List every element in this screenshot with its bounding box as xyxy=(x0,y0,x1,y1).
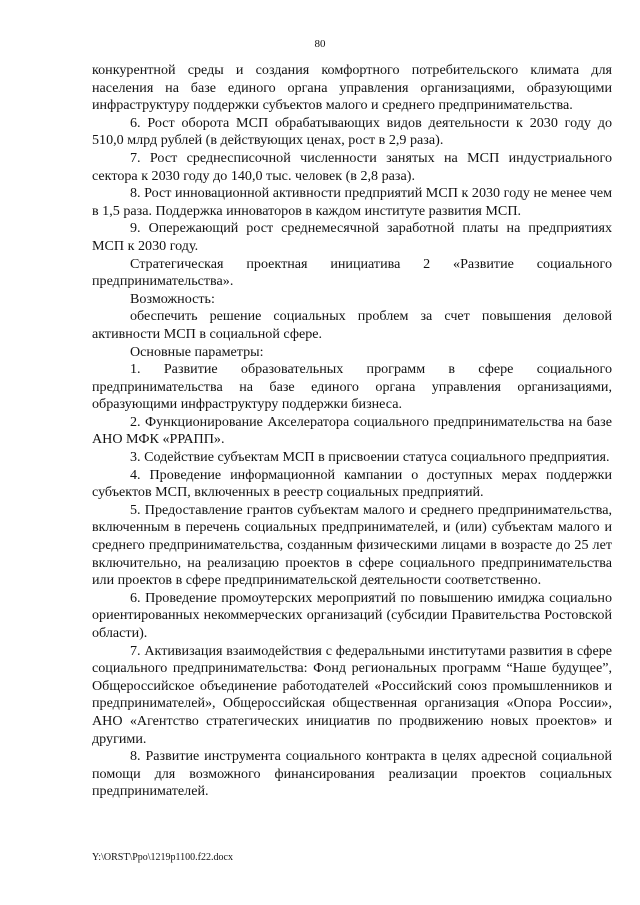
paragraph: 8. Рост инновационной активности предприятий МСП к 2030 году не менее чем в 1,5 раза. Поддержка инноваторов в каждом институте развития МСП. xyxy=(92,185,612,219)
paragraph: 1. Развитие образовательных программ в сфере социального предпринимательства на базе единого органа управления организациями, образующими инфраструктуру поддержки бизнеса. xyxy=(92,361,612,413)
paragraph: 3. Содействие субъектам МСП в присвоении статуса социального предприятия. xyxy=(130,449,610,466)
paragraph: 7. Рост среднесписочной численности занятых на МСП индустриального сектора к 2030 году до 140,0 тыс. человек (в 2,8 раза). xyxy=(92,149,612,184)
paragraph: 9. Опережающий рост среднемесячной заработной платы на предприятиях МСП к 2030 году. xyxy=(92,220,612,254)
document-body xyxy=(92,62,612,801)
paragraph: Стратегическая проектная инициатива 2 «Развитие социального предпринимательства». xyxy=(92,255,612,290)
paragraph: Возможность: xyxy=(130,290,215,307)
paragraph: 7. Активизация взаимодействия с федеральными институтами развития в сфере социального предпринимательства: Фонд региональных программ “Наше будущее”, Общероссийское объединение работодателей «Российский союз промышленников и предпринимателей», Общероссийская общественная организация «Опора России», АНО «Агентство стратегических инициатив по продвижению новых проектов» и другими. xyxy=(92,642,612,747)
page-number: 80 xyxy=(314,38,326,50)
paragraph: 6. Рост оборота МСП обрабатывающих видов деятельности к 2030 году до 510,0 млрд рублей (в действующих ценах, рост в 2,9 раза). xyxy=(92,114,612,149)
paragraph: Основные параметры: xyxy=(130,343,264,360)
paragraph: 5. Предоставление грантов субъектам малого и среднего предпринимательства, включенным в перечень социальных предпринимателей, и (или) субъектам малого и среднего предпринимательства, созданным физическими лицами в возрасте до 25 лет включительно, на реализацию проектов в сфере социального предпринимательства или проектов в сфере предпринимательской деятельности соответственно. xyxy=(92,501,612,589)
paragraph: 2. Функционирование Акселератора социального предпринимательства на базе АНО МФК «РРАПП». xyxy=(92,413,612,448)
paragraph: 8. Развитие инструмента социального контракта в целях адресной социальной помощи для возможного финансирования реализации проектов социальных предпринимателей. xyxy=(92,748,612,800)
paragraph: обеспечить решение социальных проблем за счет повышения деловой активности МСП в социальной сфере. xyxy=(92,308,612,342)
paragraph: конкурентной среды и создания комфортного потребительского климата для населения на базе единого органа управления организациями, образующими инфраструктуру поддержки субъектов малого и среднего предпринимательства. xyxy=(92,62,612,114)
footer-file-path: Y:\ORST\Ppo\1219p1100.f22.docx xyxy=(92,852,233,863)
paragraph: 6. Проведение промоутерских мероприятий по повышению имиджа социально ориентированных некоммерческих организаций (субсидии Правительства Ростовской области). xyxy=(92,589,612,641)
paragraph: 4. Проведение информационной кампании о доступных мерах поддержки субъектов МСП, включенных в реестр социальных предприятий. xyxy=(92,466,612,501)
